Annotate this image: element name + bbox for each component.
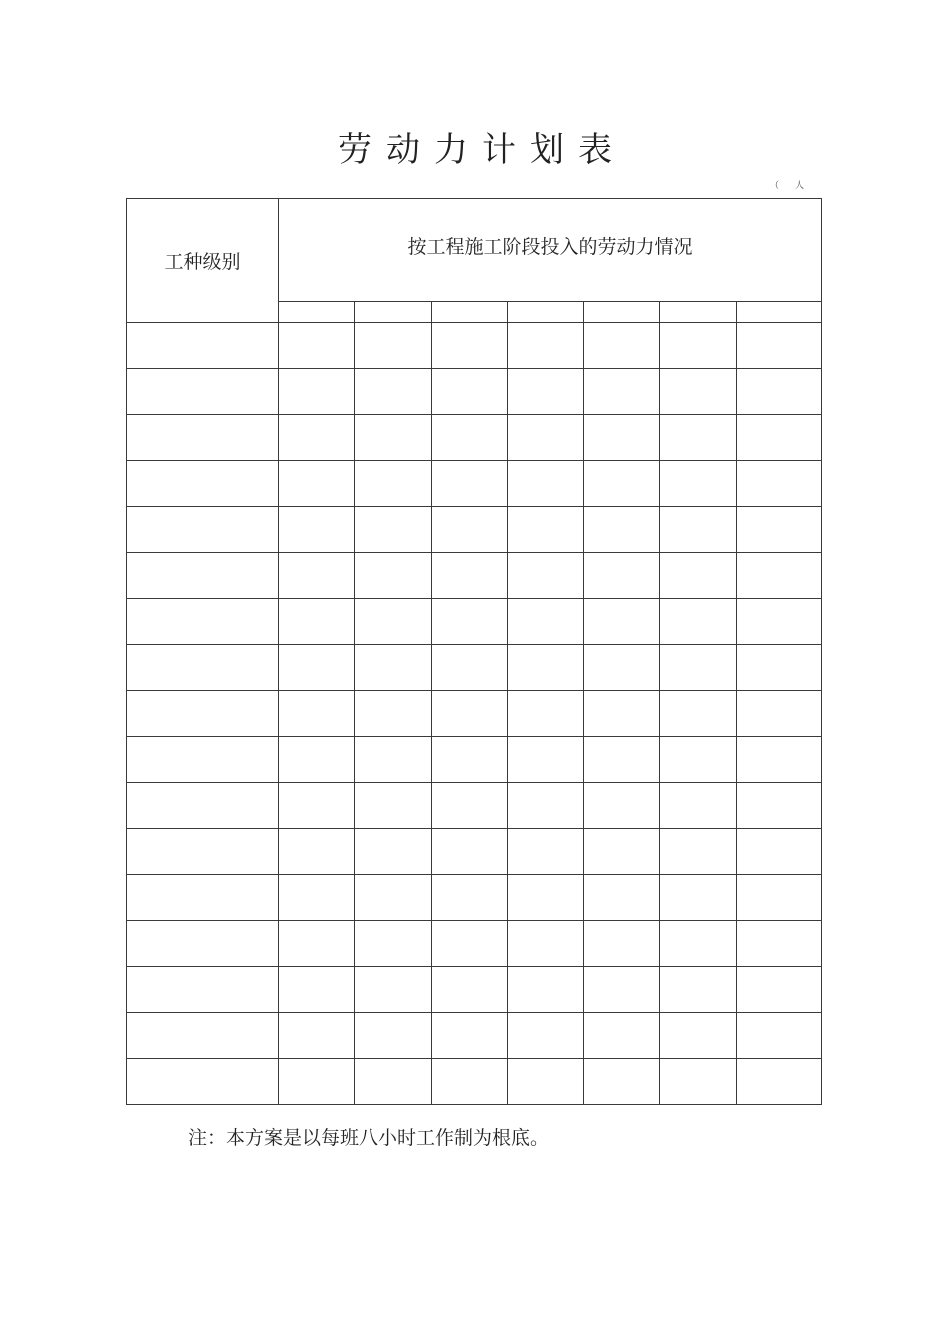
labor-count-cell[interactable] [584, 553, 660, 599]
table-row [127, 967, 822, 1013]
labor-count-cell[interactable] [737, 783, 822, 829]
labor-count-cell[interactable] [508, 323, 584, 369]
labor-count-cell[interactable] [584, 369, 660, 415]
labor-count-cell[interactable] [508, 369, 584, 415]
labor-count-cell[interactable] [584, 1059, 660, 1105]
labor-count-cell[interactable] [737, 829, 822, 875]
labor-count-cell[interactable] [355, 967, 432, 1013]
labor-count-cell[interactable] [432, 415, 508, 461]
labor-count-cell[interactable] [508, 645, 584, 691]
labor-count-cell[interactable] [737, 461, 822, 507]
labor-count-cell[interactable] [279, 967, 355, 1013]
labor-count-cell[interactable] [279, 1059, 355, 1105]
labor-count-cell[interactable] [660, 1013, 737, 1059]
labor-count-cell[interactable] [355, 1059, 432, 1105]
labor-count-cell[interactable] [279, 691, 355, 737]
labor-count-cell[interactable] [584, 323, 660, 369]
labor-count-cell[interactable] [584, 829, 660, 875]
footnote: 注：本方案是以每班八小时工作制为根底。 [188, 1127, 550, 1149]
labor-count-cell[interactable] [737, 553, 822, 599]
labor-count-cell[interactable] [432, 783, 508, 829]
labor-count-cell[interactable] [355, 461, 432, 507]
work-type-cell[interactable] [127, 369, 279, 415]
labor-count-cell[interactable] [355, 553, 432, 599]
labor-count-cell[interactable] [508, 461, 584, 507]
table-row [127, 921, 822, 967]
labor-count-cell[interactable] [279, 875, 355, 921]
labor-count-cell[interactable] [279, 783, 355, 829]
page-title: 劳动力计划表 [338, 130, 626, 170]
labor-count-cell[interactable] [584, 921, 660, 967]
labor-count-cell[interactable] [660, 875, 737, 921]
labor-count-cell[interactable] [432, 461, 508, 507]
labor-count-cell[interactable] [660, 599, 737, 645]
labor-count-cell[interactable] [279, 1013, 355, 1059]
labor-count-cell[interactable] [737, 1013, 822, 1059]
work-type-cell[interactable] [127, 323, 279, 369]
labor-count-cell[interactable] [508, 829, 584, 875]
labor-count-cell[interactable] [508, 1013, 584, 1059]
labor-count-cell[interactable] [355, 829, 432, 875]
work-type-cell[interactable] [127, 783, 279, 829]
work-type-cell[interactable] [127, 737, 279, 783]
labor-count-cell[interactable] [584, 875, 660, 921]
work-type-cell[interactable] [127, 645, 279, 691]
labor-count-cell[interactable] [660, 461, 737, 507]
labor-count-cell[interactable] [432, 599, 508, 645]
table-row [127, 783, 822, 829]
work-type-cell[interactable] [127, 829, 279, 875]
labor-count-cell[interactable] [660, 967, 737, 1013]
table-body [127, 199, 822, 1105]
labor-count-cell[interactable] [508, 967, 584, 1013]
labor-count-cell[interactable] [432, 507, 508, 553]
labor-count-cell[interactable] [508, 691, 584, 737]
labor-count-cell[interactable] [660, 921, 737, 967]
table-row [127, 553, 822, 599]
labor-count-cell[interactable] [432, 875, 508, 921]
labor-count-cell[interactable] [584, 783, 660, 829]
labor-count-cell[interactable] [737, 415, 822, 461]
labor-count-cell[interactable] [355, 645, 432, 691]
stage-cell[interactable] [355, 302, 432, 323]
stage-cell[interactable] [432, 302, 508, 323]
labor-count-cell[interactable] [737, 323, 822, 369]
labor-count-cell[interactable] [432, 829, 508, 875]
work-type-cell[interactable] [127, 1059, 279, 1105]
table-row [127, 461, 822, 507]
table-row [127, 691, 822, 737]
unit-label [770, 178, 806, 191]
stage-cell[interactable] [508, 302, 584, 323]
labor-count-cell[interactable] [355, 691, 432, 737]
labor-count-cell[interactable] [355, 369, 432, 415]
labor-count-cell[interactable] [584, 461, 660, 507]
header-stage-labor: 按工程施工阶段投入的劳动力情况 [279, 199, 822, 302]
labor-count-cell[interactable] [737, 921, 822, 967]
labor-count-cell[interactable] [432, 921, 508, 967]
labor-count-cell[interactable] [432, 553, 508, 599]
labor-count-cell[interactable] [432, 967, 508, 1013]
table-row [127, 829, 822, 875]
labor-count-cell[interactable] [279, 645, 355, 691]
labor-count-cell[interactable] [432, 1013, 508, 1059]
labor-count-cell[interactable] [584, 599, 660, 645]
labor-count-cell[interactable] [279, 507, 355, 553]
labor-count-cell[interactable] [584, 507, 660, 553]
labor-count-cell[interactable] [508, 783, 584, 829]
labor-count-cell[interactable] [432, 323, 508, 369]
labor-count-cell[interactable] [737, 967, 822, 1013]
work-type-cell[interactable] [127, 415, 279, 461]
table-row [127, 737, 822, 783]
labor-count-cell[interactable] [660, 369, 737, 415]
unit-paren: （ [770, 181, 782, 191]
work-type-cell[interactable] [127, 921, 279, 967]
table-row [127, 1059, 822, 1105]
labor-count-cell[interactable] [508, 507, 584, 553]
labor-count-cell[interactable] [584, 737, 660, 783]
labor-count-cell[interactable] [432, 645, 508, 691]
labor-count-cell[interactable] [584, 691, 660, 737]
labor-count-cell[interactable] [355, 323, 432, 369]
work-type-cell[interactable] [127, 553, 279, 599]
table-row [127, 415, 822, 461]
table-row [127, 507, 822, 553]
labor-count-cell[interactable] [508, 599, 584, 645]
table-row [127, 369, 822, 415]
labor-count-cell[interactable] [355, 921, 432, 967]
table-row [127, 323, 822, 369]
labor-count-cell[interactable] [584, 645, 660, 691]
labor-count-cell[interactable] [508, 921, 584, 967]
labor-count-cell[interactable] [737, 691, 822, 737]
header-row [127, 199, 822, 302]
labor-count-cell[interactable] [355, 507, 432, 553]
header-work-type: 工种级别 [127, 199, 279, 323]
labor-count-cell[interactable] [737, 1059, 822, 1105]
labor-count-cell[interactable] [279, 553, 355, 599]
labor-count-cell[interactable] [432, 691, 508, 737]
labor-count-cell[interactable] [660, 645, 737, 691]
labor-count-cell[interactable] [355, 599, 432, 645]
work-type-cell[interactable] [127, 875, 279, 921]
table-row [127, 875, 822, 921]
labor-count-cell[interactable] [508, 415, 584, 461]
work-type-cell[interactable] [127, 691, 279, 737]
labor-count-cell[interactable] [737, 599, 822, 645]
labor-count-cell[interactable] [508, 737, 584, 783]
table-row [127, 1013, 822, 1059]
labor-count-cell[interactable] [432, 369, 508, 415]
work-type-cell[interactable] [127, 461, 279, 507]
stage-cell[interactable] [737, 302, 822, 323]
labor-count-cell[interactable] [508, 553, 584, 599]
labor-count-cell[interactable] [737, 507, 822, 553]
labor-count-cell[interactable] [508, 875, 584, 921]
labor-count-cell[interactable] [279, 921, 355, 967]
labor-plan-table [126, 198, 822, 1105]
labor-count-cell[interactable] [584, 967, 660, 1013]
labor-count-cell[interactable] [660, 323, 737, 369]
labor-count-cell[interactable] [279, 599, 355, 645]
labor-count-cell[interactable] [279, 369, 355, 415]
work-type-cell[interactable] [127, 507, 279, 553]
labor-count-cell[interactable] [279, 323, 355, 369]
labor-count-cell[interactable] [660, 829, 737, 875]
labor-count-cell[interactable] [584, 1013, 660, 1059]
labor-count-cell[interactable] [355, 783, 432, 829]
labor-count-cell[interactable] [355, 737, 432, 783]
labor-count-cell[interactable] [508, 1059, 584, 1105]
labor-count-cell[interactable] [660, 691, 737, 737]
work-type-cell[interactable] [127, 599, 279, 645]
labor-count-cell[interactable] [279, 415, 355, 461]
labor-count-cell[interactable] [660, 1059, 737, 1105]
labor-count-cell[interactable] [737, 875, 822, 921]
labor-count-cell[interactable] [279, 461, 355, 507]
table-row [127, 645, 822, 691]
labor-count-cell[interactable] [355, 415, 432, 461]
work-type-cell[interactable] [127, 967, 279, 1013]
table-row [127, 599, 822, 645]
stage-cell[interactable] [584, 302, 660, 323]
stage-cell[interactable] [279, 302, 355, 323]
labor-count-cell[interactable] [584, 415, 660, 461]
labor-count-cell[interactable] [279, 737, 355, 783]
stage-cell[interactable] [660, 302, 737, 323]
labor-count-cell[interactable] [279, 829, 355, 875]
labor-count-cell[interactable] [432, 1059, 508, 1105]
unit-text: 人 [795, 181, 807, 191]
labor-count-cell[interactable] [660, 783, 737, 829]
labor-count-cell[interactable] [355, 875, 432, 921]
labor-count-cell[interactable] [432, 737, 508, 783]
labor-count-cell[interactable] [355, 1013, 432, 1059]
labor-count-cell[interactable] [737, 369, 822, 415]
labor-count-cell[interactable] [660, 415, 737, 461]
labor-count-cell[interactable] [660, 737, 737, 783]
labor-count-cell[interactable] [660, 507, 737, 553]
labor-count-cell[interactable] [737, 737, 822, 783]
labor-count-cell[interactable] [737, 645, 822, 691]
work-type-cell[interactable] [127, 1013, 279, 1059]
labor-count-cell[interactable] [660, 553, 737, 599]
